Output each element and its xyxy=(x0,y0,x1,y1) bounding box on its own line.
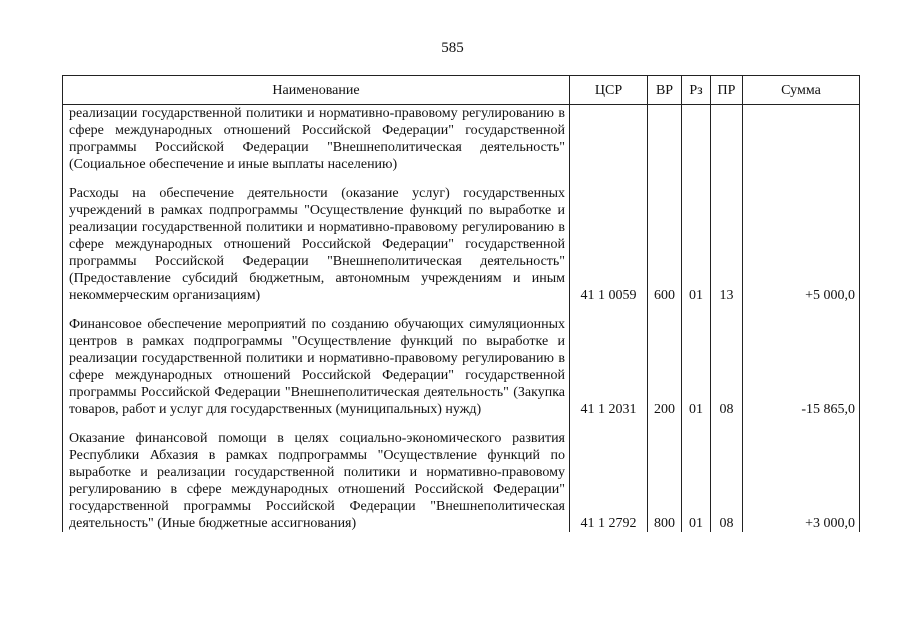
header-vr: ВР xyxy=(648,76,682,105)
row-sum: +5 000,0 xyxy=(743,185,860,304)
row-name: Оказание финансовой помощи в целях социально-экономического развития Республики Абхазия в рамках подпрограммы "Осуществление функций по выработке и реализации государственной политики и нормативно-правовому регулированию в сфере международных отношений Российской Федерации" государственной программы Российской Федерации "Внешнеполитическая деятельность" (Иные бюджетные ассигнования) xyxy=(69,431,565,531)
row-pr: 08 xyxy=(711,316,743,418)
row-vr: 600 xyxy=(648,185,682,304)
header-name: Наименование xyxy=(63,76,570,105)
row-name: реализации государственной политики и нормативно-правовому регулированию в сфере международных отношений Российской Федерации" государственной программы Российской Федерации "Внешнеполитическая деятельность" (Социальное обеспечение и иные выплаты населению) xyxy=(69,106,565,172)
row-rz: 01 xyxy=(682,185,711,304)
header-rz: Рз xyxy=(682,76,711,105)
row-rz xyxy=(682,105,711,174)
row-pr: 13 xyxy=(711,185,743,304)
table-header-row xyxy=(63,76,860,105)
row-csr: 41 1 2792 xyxy=(570,430,648,532)
table-row xyxy=(63,105,860,174)
header-csr: ЦСР xyxy=(570,76,648,105)
row-pr xyxy=(711,105,743,174)
table-row xyxy=(63,430,860,532)
row-rz: 01 xyxy=(682,430,711,532)
row-sum xyxy=(743,105,860,174)
header-pr: ПР xyxy=(711,76,743,105)
budget-table xyxy=(62,75,860,532)
row-csr xyxy=(570,105,648,174)
row-pr: 08 xyxy=(711,430,743,532)
page-number: 585 xyxy=(441,40,464,56)
row-vr: 800 xyxy=(648,430,682,532)
table-row xyxy=(63,185,860,304)
row-sum: +3 000,0 xyxy=(743,430,860,532)
row-sum: -15 865,0 xyxy=(743,316,860,418)
row-name: Расходы на обеспечение деятельности (оказание услуг) государственных учреждений в рамках подпрограммы "Осуществление функций по выработке и реализации государственной политики и нормативно-правовому регулированию в сфере международных отношений Российской Федерации" государственной программы Российской Федерации "Внешнеполитическая деятельность" (Предоставление субсидий бюджетным, автономным учреждениям и иным некоммерческим организациям) xyxy=(69,186,565,303)
row-vr: 200 xyxy=(648,316,682,418)
row-csr: 41 1 2031 xyxy=(570,316,648,418)
row-rz: 01 xyxy=(682,316,711,418)
row-vr xyxy=(648,105,682,174)
table-row xyxy=(63,316,860,418)
row-csr: 41 1 0059 xyxy=(570,185,648,304)
header-sum: Сумма xyxy=(743,76,860,105)
row-name: Финансовое обеспечение мероприятий по созданию обучающих симуляционных центров в рамках подпрограммы "Осуществление функций по выработке и реализации государственной политики и нормативно-правовому регулированию в сфере международных отношений Российской Федерации" государственной программы Российской Федерации "Внешнеполитическая деятельность" (Закупка товаров, работ и услуг для государственных (муниципальных) нужд) xyxy=(69,317,565,417)
